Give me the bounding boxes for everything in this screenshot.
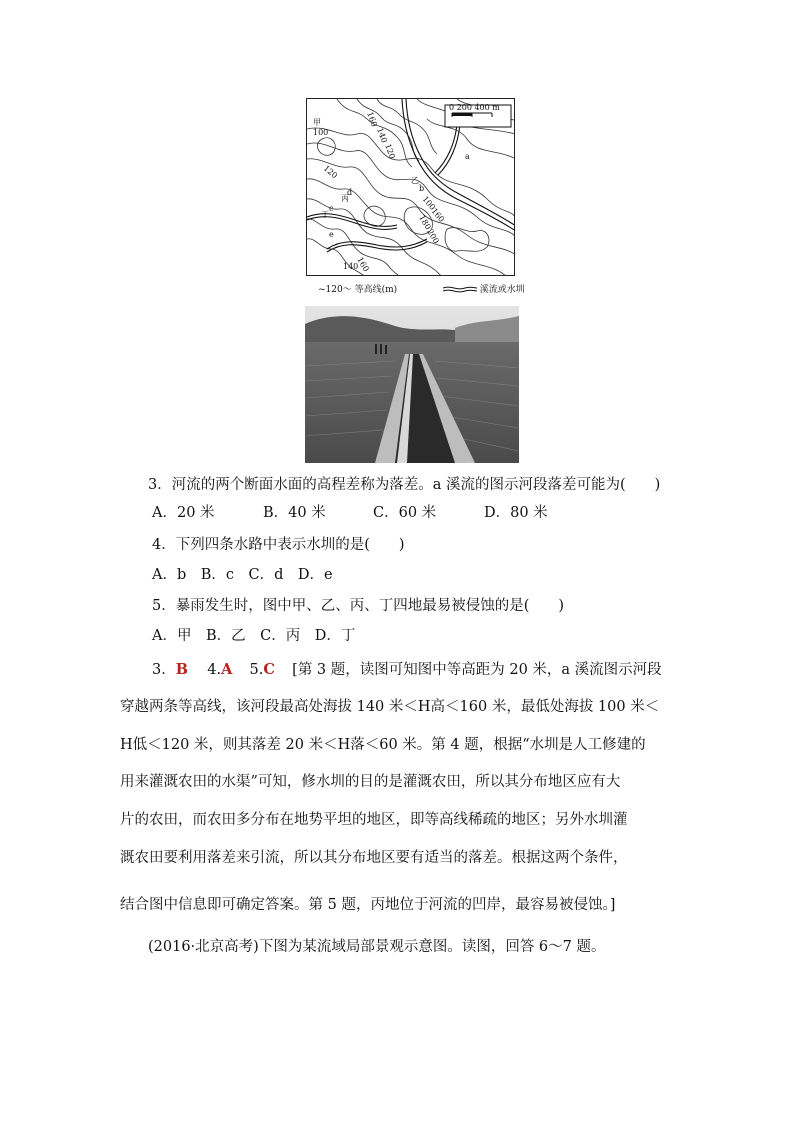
q3-option-a: A．20 米	[152, 505, 215, 521]
label-ding: 丁	[321, 210, 329, 219]
label-bing: 丙	[341, 194, 349, 203]
canal-photo-drawing	[305, 306, 519, 463]
answer-number-4: 4.	[207, 662, 222, 678]
label-e: e	[329, 230, 334, 239]
legend-stream: 溪流或水圳	[479, 285, 525, 295]
contour-value: 180	[417, 213, 433, 232]
label-b: b	[419, 184, 425, 193]
answer-key-4: A	[221, 661, 233, 678]
explanation-text-2: 穿越两条等高线，该河段最高处海拔 140 米＜H高＜160 米，最低处海拔 100 米＜	[120, 699, 660, 715]
label-a: a	[465, 152, 470, 161]
contour-value: 160	[429, 206, 447, 224]
question-3-stem: 3．河流的两个断面水面的高程差称为落差。a 溪流的图示河段落差可能为( )	[148, 477, 661, 493]
map-legend	[318, 282, 525, 295]
explanation-text-1: [第 3 题，读图可知图中等高距为 20 米，a 溪流图示河段	[292, 662, 662, 678]
q3-option-d: D．80 米	[484, 505, 548, 521]
explanation-text-6: 溉农田要利用落差来引流，所以其分布地区要有适当的落差。根据这两个条件，	[120, 850, 628, 866]
topographic-map	[306, 98, 515, 276]
label-yi: 乙	[411, 176, 419, 185]
explanation-text-7: 结合图中信息即可确定答案。第 5 题，丙地位于河流的凹岸，最容易被侵蚀。]	[120, 897, 616, 913]
contour-value: 160	[355, 255, 371, 274]
label-c: c	[329, 204, 334, 213]
contour-value: 140	[343, 262, 359, 271]
contour-map-drawing	[307, 99, 515, 276]
question-4-options: A．b B．c C．d D．e	[152, 567, 333, 583]
explanation-text-4: 用来灌溉农田的水渠”可知，修水圳的目的是灌溉农田，所以其分布地区应有大	[120, 774, 621, 790]
q3-option-c: C．60 米	[373, 505, 437, 521]
explanation-text-5: 片的农田，而农田多分布在地势平坦的地区，即等高线稀疏的地区；另外水圳灌	[120, 812, 628, 828]
contour-value: 100	[313, 128, 329, 137]
legend-contour: ~120～ 等高线(m)	[318, 285, 398, 295]
label-d: d	[347, 188, 353, 197]
q3-option-b: B．40 米	[263, 505, 326, 521]
scale-label: 0 200 400 m	[449, 103, 500, 112]
question-3-options	[152, 503, 548, 523]
question-5-stem: 5．暴雨发生时，图中甲、乙、丙、丁四地最易被侵蚀的是( )	[152, 598, 565, 614]
explanation-text-3: H低＜120 米，则其落差 20 米＜H落＜60 米。第 4 题，根据“水圳是人工修建的	[120, 737, 646, 753]
answer-line-1	[152, 660, 662, 680]
answer-key-3: B	[175, 661, 188, 678]
contour-value: 160	[365, 110, 379, 129]
question-5-options: A．甲 B．乙 C．丙 D．丁	[152, 628, 356, 644]
label-jia: 甲	[313, 118, 321, 127]
answer-number-5: 5.	[249, 662, 264, 678]
contour-value: 100	[420, 194, 438, 212]
contour-value: 200	[425, 227, 441, 246]
answer-key-5: C	[263, 661, 275, 678]
next-section-intro: (2016·北京高考)下图为某流域局部景观示意图。读图，回答 6～7 题。	[148, 939, 606, 955]
stream-legend-icon	[443, 285, 477, 293]
canal-photo	[305, 306, 519, 463]
contour-value: 120	[383, 142, 397, 161]
question-4-stem: 4．下列四条水路中表示水圳的是( )	[152, 537, 405, 553]
contour-value: 120	[321, 163, 340, 181]
contour-value: 140	[375, 126, 389, 145]
answer-number-3: 3．	[152, 662, 176, 678]
